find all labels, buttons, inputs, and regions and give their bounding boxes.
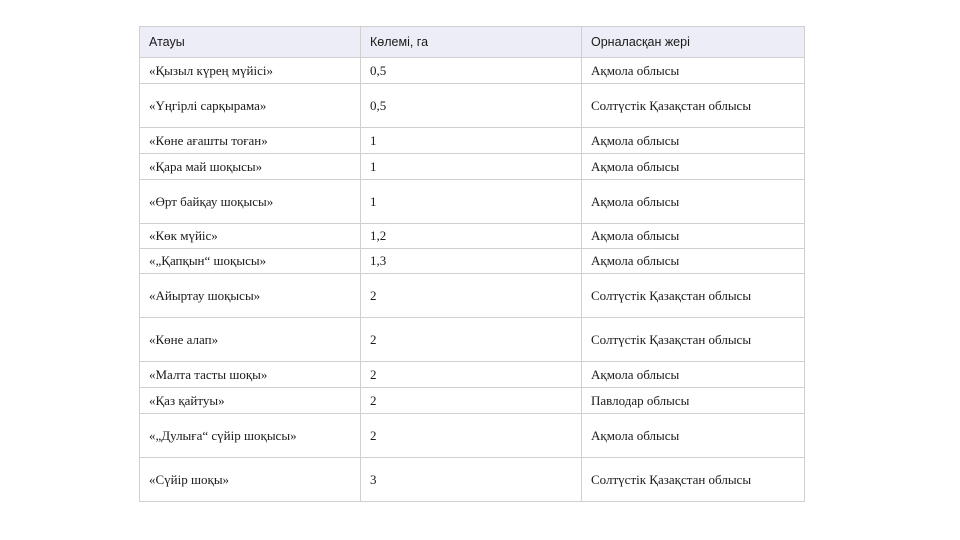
cell-name: «Қызыл күрең мүйісі» [140, 58, 361, 84]
cell-location: Солтүстік Қазақстан облысы [582, 318, 805, 362]
cell-area: 0,5 [361, 84, 582, 128]
cell-area: 2 [361, 388, 582, 414]
header-area: Көлемі, га [361, 27, 582, 58]
cell-location: Солтүстік Қазақстан облысы [582, 458, 805, 502]
cell-name: «Қара май шоқысы» [140, 154, 361, 180]
table-row [140, 388, 805, 414]
cell-area: 0,5 [361, 58, 582, 84]
cell-location: Ақмола облысы [582, 180, 805, 224]
table-row [140, 362, 805, 388]
cell-name: «Қаз қайтуы» [140, 388, 361, 414]
table-header-row [140, 27, 805, 58]
cell-location: Павлодар облысы [582, 388, 805, 414]
cell-location: Ақмола облысы [582, 154, 805, 180]
table-row [140, 154, 805, 180]
cell-area: 1,3 [361, 249, 582, 274]
table-row [140, 414, 805, 458]
cell-name: «Үңгірлі сарқырама» [140, 84, 361, 128]
cell-location: Солтүстік Қазақстан облысы [582, 274, 805, 318]
table-row [140, 458, 805, 502]
cell-area: 2 [361, 414, 582, 458]
table-row [140, 84, 805, 128]
table-row [140, 249, 805, 274]
cell-area: 2 [361, 274, 582, 318]
cell-area: 2 [361, 318, 582, 362]
cell-name: «Сүйір шоқы» [140, 458, 361, 502]
table-row [140, 274, 805, 318]
cell-area: 1,2 [361, 224, 582, 249]
cell-location: Ақмола облысы [582, 362, 805, 388]
cell-name: «Көне ағашты тоған» [140, 128, 361, 154]
cell-location: Ақмола облысы [582, 224, 805, 249]
cell-area: 2 [361, 362, 582, 388]
header-location: Орналасқан жері [582, 27, 805, 58]
table-row [140, 128, 805, 154]
cell-name: «Өрт байқау шоқысы» [140, 180, 361, 224]
cell-area: 1 [361, 180, 582, 224]
table-row [140, 318, 805, 362]
cell-area: 3 [361, 458, 582, 502]
protected-sites-table [139, 26, 805, 502]
cell-name: «Көне алап» [140, 318, 361, 362]
cell-area: 1 [361, 128, 582, 154]
table-row [140, 180, 805, 224]
cell-location: Ақмола облысы [582, 58, 805, 84]
cell-name: «Малта тасты шоқы» [140, 362, 361, 388]
table-row [140, 58, 805, 84]
cell-name: «„Қапқын“ шоқысы» [140, 249, 361, 274]
cell-area: 1 [361, 154, 582, 180]
cell-name: «„Дулыға“ сүйір шоқысы» [140, 414, 361, 458]
cell-name: «Айыртау шоқысы» [140, 274, 361, 318]
cell-location: Ақмола облысы [582, 128, 805, 154]
table-row [140, 224, 805, 249]
cell-location: Ақмола облысы [582, 249, 805, 274]
cell-name: «Көк мүйіс» [140, 224, 361, 249]
cell-location: Солтүстік Қазақстан облысы [582, 84, 805, 128]
header-name: Атауы [140, 27, 361, 58]
cell-location: Ақмола облысы [582, 414, 805, 458]
